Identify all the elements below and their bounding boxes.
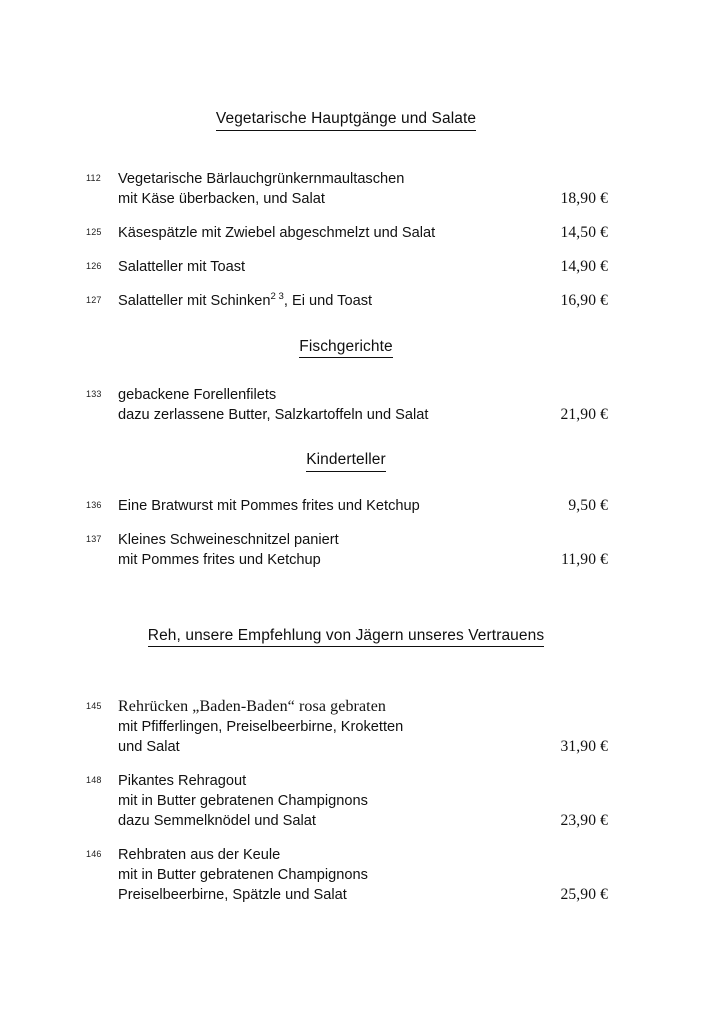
item-line xyxy=(118,189,608,209)
section-heading-label: Fischgerichte xyxy=(299,338,392,359)
item-number: 136 xyxy=(86,499,102,510)
item-line-text: dazu Semmelknödel und Salat xyxy=(118,813,316,830)
section-heading-vegetarian xyxy=(84,110,608,131)
item-number: 112 xyxy=(86,172,101,183)
item-body xyxy=(118,169,608,209)
menu-content xyxy=(84,0,608,905)
item-line-text: Kleines Schweineschnitzel paniert xyxy=(118,531,339,548)
item-list-fish xyxy=(84,385,608,425)
item-line xyxy=(118,169,608,189)
item-body xyxy=(118,257,608,277)
item-line xyxy=(118,865,608,885)
item-price: 14,50 € xyxy=(560,223,608,241)
item-line-text: gebackene Forellenfilets xyxy=(118,387,277,404)
item-line xyxy=(118,257,608,277)
item-number: 137 xyxy=(86,533,102,544)
section-heading-fish xyxy=(84,338,608,359)
item-line xyxy=(118,405,608,425)
section-heading-kids xyxy=(84,451,608,472)
item-list-kids xyxy=(84,496,608,570)
item-line-text: Preiselbeerbirne, Spätzle und Salat xyxy=(118,887,347,904)
item-number: 133 xyxy=(86,389,102,400)
item-number: 126 xyxy=(86,260,102,271)
item-line xyxy=(118,771,608,791)
section-heading-label: Kinderteller xyxy=(306,451,386,472)
item-price: 18,90 € xyxy=(560,189,608,207)
item-body xyxy=(118,496,608,516)
item-price: 23,90 € xyxy=(560,812,608,830)
item-line xyxy=(118,496,608,516)
item-price: 31,90 € xyxy=(560,738,608,756)
item-line-text: Salatteller mit Toast xyxy=(118,258,246,275)
item-line xyxy=(118,385,608,405)
item-line-text: und Salat xyxy=(118,739,180,756)
item-line-text: Vegetarische Bärlauchgrünkernmaultaschen xyxy=(118,170,405,187)
item-line xyxy=(118,791,608,811)
item-price: 14,90 € xyxy=(560,257,608,275)
item-line xyxy=(118,737,608,757)
item-list-venison xyxy=(84,697,608,905)
item-number: 148 xyxy=(86,775,102,786)
section-heading-label: Vegetarische Hauptgänge und Salate xyxy=(216,110,476,131)
item-line-text: Käsespätzle mit Zwiebel abgeschmelzt und Salat xyxy=(118,224,436,241)
item-price: 25,90 € xyxy=(560,886,608,904)
item-line-text: mit in Butter gebratenen Champignons xyxy=(118,793,368,810)
item-line xyxy=(118,811,608,831)
item-line xyxy=(118,845,608,865)
menu-item xyxy=(84,771,608,831)
menu-item xyxy=(84,223,608,243)
item-body xyxy=(118,771,608,831)
item-price: 21,90 € xyxy=(560,406,608,424)
item-line-text: Rehrücken „Baden-Baden“ rosa gebraten xyxy=(118,698,387,716)
item-line-text: mit in Butter gebratenen Champignons xyxy=(118,867,368,884)
item-line xyxy=(118,530,608,550)
item-body xyxy=(118,385,608,425)
item-line xyxy=(118,697,608,717)
item-body xyxy=(118,291,608,311)
item-line-text: mit Käse überbacken, und Salat xyxy=(118,190,325,207)
item-price: 16,90 € xyxy=(560,291,608,309)
item-line xyxy=(118,885,608,905)
menu-item xyxy=(84,169,608,209)
menu-item xyxy=(84,697,608,757)
item-price: 11,90 € xyxy=(561,550,608,568)
item-line-text: dazu zerlassene Butter, Salzkartoffeln und Salat xyxy=(118,407,429,424)
item-body xyxy=(118,697,608,757)
item-line-text: mit Pommes frites und Ketchup xyxy=(118,551,321,568)
item-body xyxy=(118,530,608,570)
menu-item xyxy=(84,845,608,905)
item-line xyxy=(118,291,608,311)
section-heading-label: Reh, unsere Empfehlung von Jägern unseres Vertrauens xyxy=(148,627,544,648)
item-line-text: Rehbraten aus der Keule xyxy=(118,847,281,864)
item-number: 145 xyxy=(86,701,102,712)
item-number: 125 xyxy=(86,226,102,237)
item-list-vegetarian xyxy=(84,169,608,311)
menu-item xyxy=(84,385,608,425)
item-line xyxy=(118,550,608,570)
section-heading-venison xyxy=(84,627,608,648)
item-price: 9,50 € xyxy=(568,496,608,514)
menu-item xyxy=(84,291,608,311)
menu-item xyxy=(84,257,608,277)
item-line-text: Pikantes Rehragout xyxy=(118,773,247,790)
item-line xyxy=(118,717,608,737)
item-line-text: Eine Bratwurst mit Pommes frites und Ketchup xyxy=(118,497,420,514)
item-line xyxy=(118,223,608,243)
menu-item xyxy=(84,530,608,570)
item-body xyxy=(118,845,608,905)
item-body xyxy=(118,223,608,243)
menu-item xyxy=(84,496,608,516)
item-line-text: Salatteller mit Schinken$^{2 3}$, Ei und Toast xyxy=(118,290,373,309)
item-number: 127 xyxy=(86,294,102,305)
item-number: 146 xyxy=(86,849,102,860)
item-line-text: mit Pfifferlingen, Preiselbeerbirne, Kroketten xyxy=(118,719,404,736)
